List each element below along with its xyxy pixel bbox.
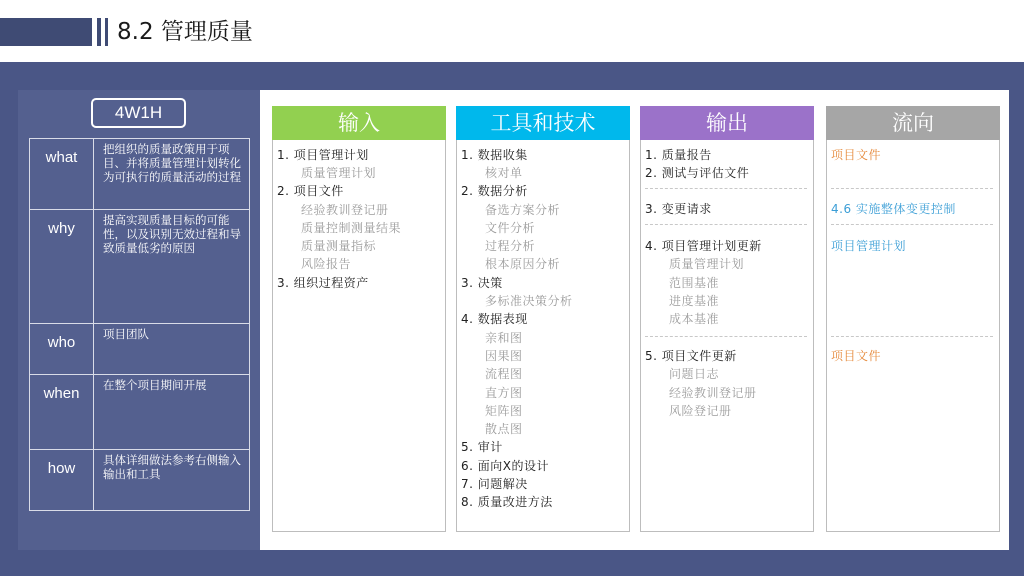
tools-column-header: 工具和技术	[456, 106, 630, 140]
tools-column-body	[456, 140, 630, 532]
list-item: 质量控制测量结果	[301, 221, 402, 235]
divider	[831, 224, 993, 225]
list-item: 多标准决策分析	[485, 294, 573, 308]
table-row	[30, 210, 250, 324]
list-item: 3. 组织过程资产	[277, 276, 369, 290]
table-row	[30, 324, 250, 375]
list-item: 质量测量指标	[301, 239, 377, 253]
divider	[645, 188, 807, 189]
list-item: 3. 变更请求	[645, 202, 712, 216]
input-column-header: 输入	[272, 106, 446, 140]
table-row	[30, 139, 250, 210]
row-text: 提高实现质量目标的可能性，以及识别无效过程和导致质量低劣的原因	[94, 210, 250, 324]
list-item: 经验教训登记册	[301, 203, 389, 217]
list-item: 散点图	[485, 422, 523, 436]
list-item: 6. 面向X的设计	[461, 459, 549, 473]
row-text: 把组织的质量政策用于项目、并将质量管理计划转化为可执行的质量活动的过程	[94, 139, 250, 210]
summary-badge: 4W1H	[91, 98, 186, 128]
input-column	[272, 106, 446, 532]
list-item: 质量管理计划	[301, 166, 377, 180]
divider	[831, 188, 993, 189]
output-column-header: 输出	[640, 106, 814, 140]
list-item: 进度基准	[669, 294, 720, 308]
list-item: 经验教训登记册	[669, 386, 757, 400]
list-item: 根本原因分析	[485, 257, 561, 271]
list-item: 风险登记册	[669, 404, 732, 418]
list-item: 1. 质量报告	[645, 148, 712, 162]
page-title: 8.2 管理质量	[117, 19, 253, 45]
list-item: 核对单	[485, 166, 523, 180]
summary-table	[29, 138, 250, 511]
list-item: 3. 决策	[461, 276, 503, 290]
list-item: 范围基准	[669, 276, 720, 290]
flow-column	[826, 106, 1000, 532]
list-item: 流程图	[485, 367, 523, 381]
summary-panel	[18, 90, 260, 550]
list-item: 7. 问题解决	[461, 477, 528, 491]
divider	[645, 224, 807, 225]
flow-column-body	[826, 140, 1000, 532]
row-key: who	[30, 324, 94, 375]
list-item: 4. 数据表现	[461, 312, 528, 326]
list-item: 问题日志	[669, 367, 720, 381]
header-accent-line	[105, 18, 108, 46]
list-item: 1. 数据收集	[461, 148, 528, 162]
row-text: 具体详细做法参考右侧输入输出和工具	[94, 450, 250, 511]
divider	[645, 336, 807, 337]
input-column-body	[272, 140, 446, 532]
list-item: 项目管理计划	[831, 239, 907, 253]
list-item: 成本基准	[669, 312, 720, 326]
row-key: why	[30, 210, 94, 324]
row-text: 项目团队	[94, 324, 250, 375]
list-item: 亲和图	[485, 331, 523, 345]
list-item: 风险报告	[301, 257, 352, 271]
list-item: 2. 测试与评估文件	[645, 166, 750, 180]
tools-column	[456, 106, 630, 532]
list-item: 过程分析	[485, 239, 536, 253]
row-key: how	[30, 450, 94, 511]
header-accent-line	[97, 18, 101, 46]
list-item: 矩阵图	[485, 404, 523, 418]
list-item: 项目文件	[831, 349, 882, 363]
list-item: 备选方案分析	[485, 203, 561, 217]
list-item: 5. 项目文件更新	[645, 349, 737, 363]
list-item: 1. 项目管理计划	[277, 148, 369, 162]
row-key: what	[30, 139, 94, 210]
list-item: 文件分析	[485, 221, 536, 235]
list-item: 因果图	[485, 349, 523, 363]
table-row	[30, 450, 250, 511]
row-key: when	[30, 375, 94, 450]
list-item: 2. 数据分析	[461, 184, 528, 198]
header-accent-bar	[0, 18, 92, 46]
list-item: 2. 项目文件	[277, 184, 344, 198]
output-column-body	[640, 140, 814, 532]
list-item: 5. 审计	[461, 440, 503, 454]
list-item: 4.6 实施整体变更控制	[831, 202, 956, 216]
list-item: 质量管理计划	[669, 257, 745, 271]
list-item: 8. 质量改进方法	[461, 495, 553, 509]
output-column	[640, 106, 814, 532]
list-item: 项目文件	[831, 148, 882, 162]
table-row	[30, 375, 250, 450]
flow-column-header: 流向	[826, 106, 1000, 140]
list-item: 直方图	[485, 386, 523, 400]
row-text: 在整个项目期间开展	[94, 375, 250, 450]
list-item: 4. 项目管理计划更新	[645, 239, 762, 253]
divider	[831, 336, 993, 337]
